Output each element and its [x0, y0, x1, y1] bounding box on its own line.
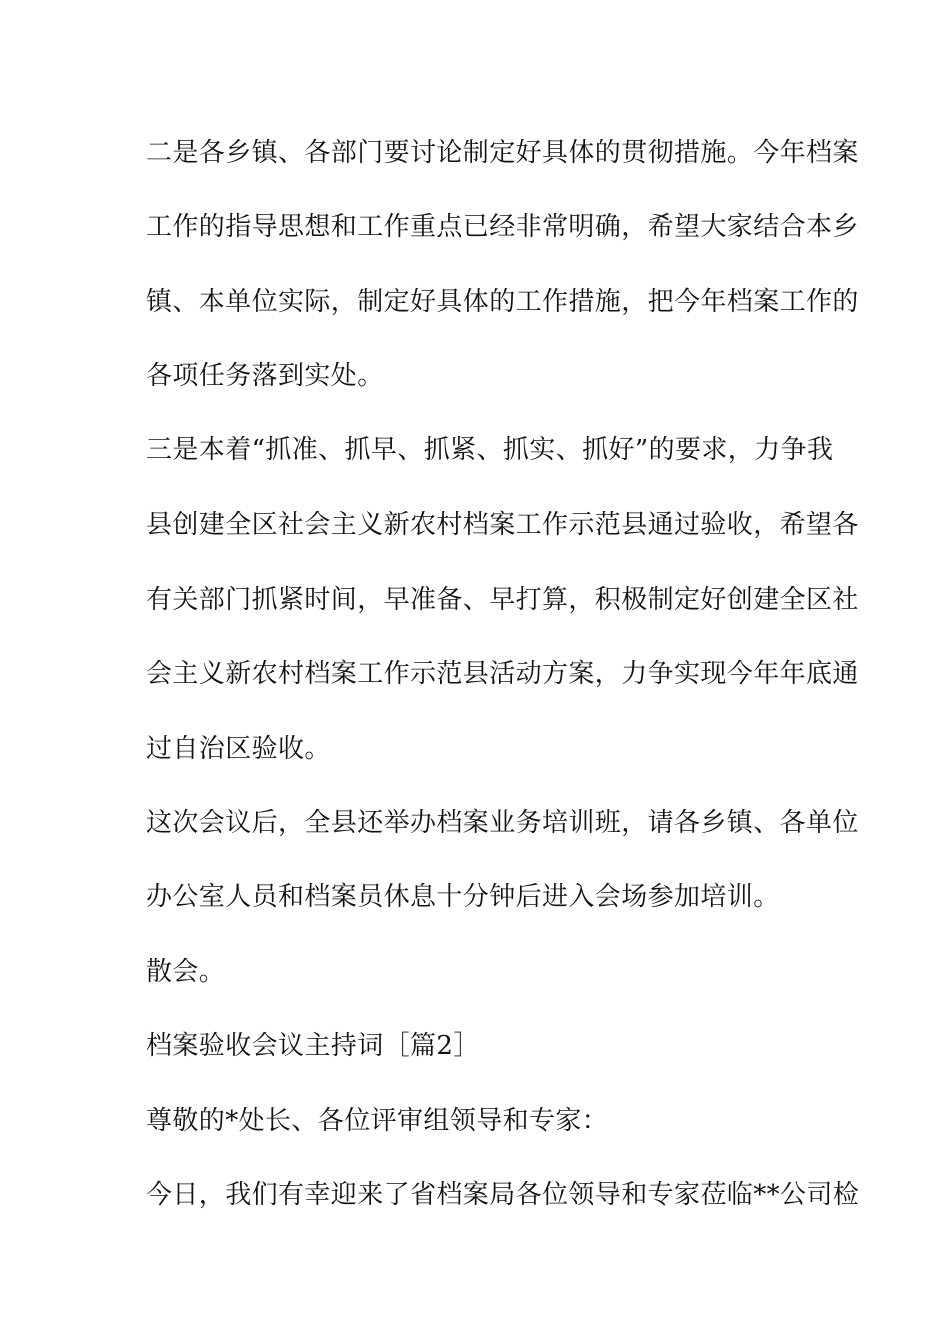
- text-line: 县创建全区社会主义新农村档案工作示范县通过验收，希望各: [146, 510, 859, 540]
- salutation: 尊敬的*处长、各位评审组领导和专家：: [146, 1106, 609, 1136]
- text-line: 会主义新农村档案工作示范县活动方案，力争实现今年年底通: [146, 659, 859, 689]
- text-line: 二是各乡镇、各部门要讨论制定好具体的贯彻措施。今年档案: [146, 138, 859, 168]
- text-line: 办公室人员和档案员休息十分钟后进入会场参加培训。: [146, 882, 780, 912]
- text-line: 三是本着“抓准、抓早、抓紧、抓实、抓好”的要求，力争我: [146, 435, 834, 465]
- text-line: 今日，我们有幸迎来了省档案局各位领导和专家莅临**公司检: [146, 1180, 860, 1210]
- text-line: 工作的指导思想和工作重点已经非常明确，希望大家结合本乡: [146, 212, 859, 242]
- text-line: 散会。: [146, 957, 226, 987]
- section-heading: 档案验收会议主持词［篇2］: [146, 1031, 480, 1061]
- text-line: 有关部门抓紧时间，早准备、早打算，积极制定好创建全区社: [146, 585, 859, 615]
- text-line: 这次会议后，全县还举办档案业务培训班，请各乡镇、各单位: [146, 808, 859, 838]
- text-line: 过自治区验收。: [146, 734, 331, 764]
- text-line: 镇、本单位实际，制定好具体的工作措施，把今年档案工作的: [146, 287, 859, 317]
- text-line: 各项任务落到实处。: [146, 361, 384, 391]
